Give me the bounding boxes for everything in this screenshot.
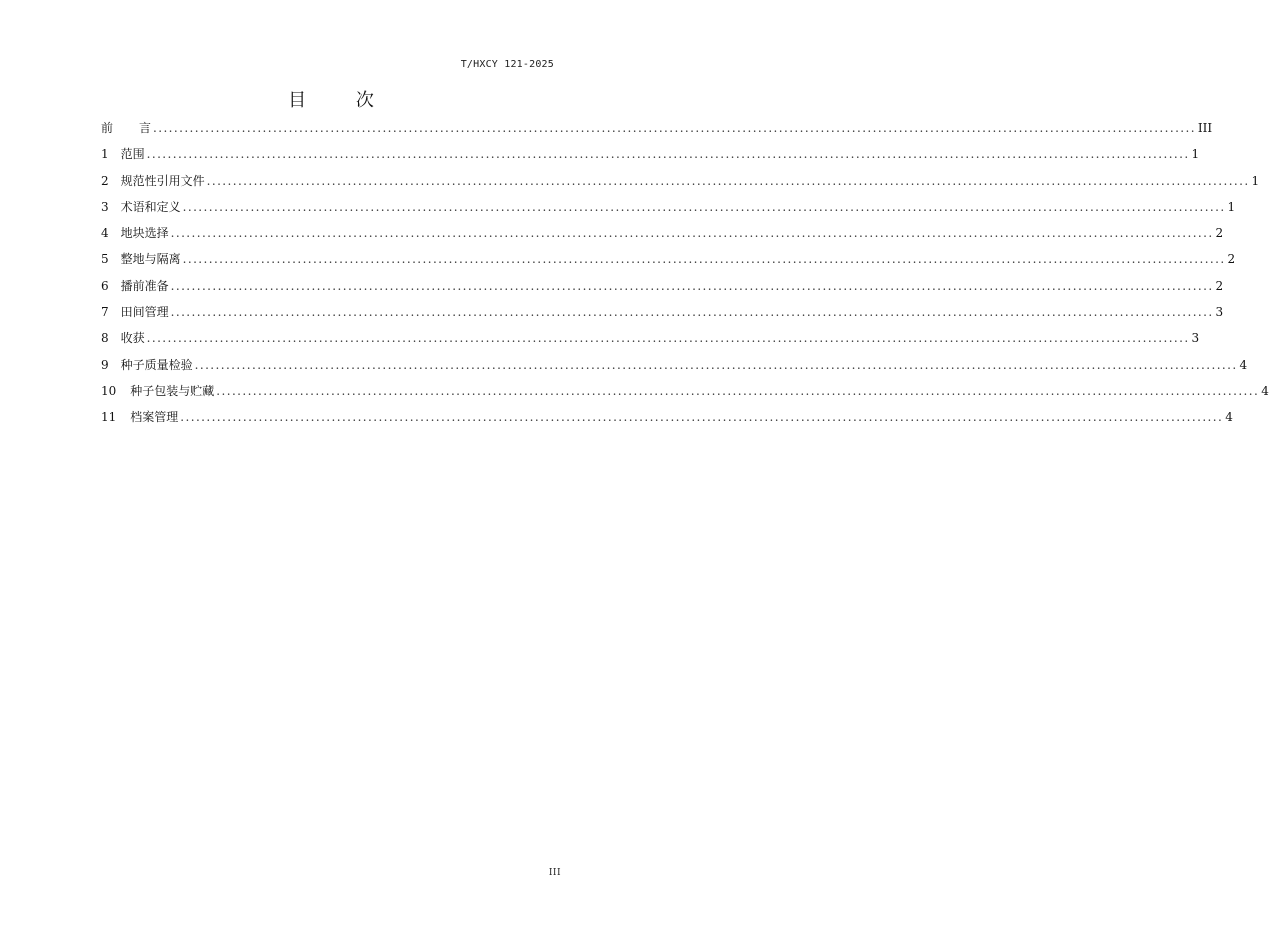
toc-entry[interactable] [101,172,1260,198]
toc-list [101,119,1269,435]
toc-entry[interactable] [101,250,1236,276]
toc-dot-leader: ........................................................................................................................................................................................................ [153,121,1196,135]
toc-entry-page: 4 [1239,357,1248,372]
toc-entry-label: 规范性引用文件 [120,173,205,188]
toc-dot-leader: ........................................................................................................................................................................................................ [146,147,1190,162]
toc-entry[interactable] [101,224,1224,250]
toc-entry-number: 5 [101,252,109,267]
toc-entry-label: 整地与隔离 [120,252,181,267]
toc-entry-number: 3 [101,199,109,214]
toc-entry-number: 11 [101,410,117,425]
toc-entry-label: 田间管理 [120,305,169,320]
toc-entry-number: 1 [101,147,109,162]
toc-entry-label: 地块选择 [120,226,169,241]
toc-entry[interactable] [101,329,1200,355]
toc-entry-page: 4 [1261,383,1269,398]
toc-dot-leader: ........................................................................................................................................................................................................ [194,357,1238,372]
toc-entry-page: 2 [1227,252,1236,267]
toc-dot-leader: ........................................................................................................................................................................................................ [216,383,1260,398]
toc-entry[interactable] [101,277,1224,303]
toc-dot-leader: ........................................................................................................................................................................................................ [182,199,1226,214]
toc-entry-label: 范围 [120,147,145,162]
toc-entry-number: 前 [101,121,114,135]
toc-entry-label: 种子质量检验 [120,357,193,372]
toc-entry-label: 收获 [120,331,145,346]
toc-entry-page: 3 [1215,305,1224,320]
toc-entry-number: 6 [101,278,109,293]
toc-entry-label: 播前准备 [120,278,169,293]
toc-entry[interactable] [101,303,1224,329]
toc-entry-number: 10 [101,383,117,398]
toc-entry-page: 2 [1215,278,1224,293]
toc-entry-page: 1 [1191,147,1200,162]
toc-entry[interactable] [101,382,1269,408]
toc-dot-leader: ........................................................................................................................................................................................................ [146,331,1190,346]
toc-dot-leader: ........................................................................................................................................................................................................ [170,226,1214,241]
document-code: T/HXCY 121-2025 [460,59,554,70]
toc-entry-label: 档案管理 [130,410,179,425]
toc-entry-page: 4 [1225,410,1233,425]
toc-entry-number: 8 [101,331,109,346]
toc-entry[interactable] [101,145,1200,171]
toc-entry-label: 术语和定义 [120,199,181,214]
page-number: III [548,868,561,878]
toc-entry-page: 3 [1191,331,1200,346]
toc-dot-leader: ........................................................................................................................................................................................................ [170,305,1214,320]
toc-entry-label: 言 [139,121,152,135]
toc-entry-page: 1 [1227,199,1236,214]
toc-entry[interactable] [101,408,1233,434]
toc-dot-leader: ........................................................................................................................................................................................................ [180,410,1224,425]
toc-entry-number: 4 [101,226,109,241]
toc-entry[interactable] [101,119,1213,145]
toc-entry-number: 2 [101,173,109,188]
toc-entry-page: III [1197,121,1213,135]
toc-dot-leader: ........................................................................................................................................................................................................ [206,173,1250,188]
toc-entry-number: 7 [101,305,109,320]
toc-dot-leader: ........................................................................................................................................................................................................ [170,278,1214,293]
toc-entry[interactable] [101,198,1236,224]
toc-entry-page: 1 [1251,173,1260,188]
toc-entry-number: 9 [101,357,109,372]
toc-dot-leader: ........................................................................................................................................................................................................ [182,252,1226,267]
toc-entry[interactable] [101,356,1248,382]
toc-entry-page: 2 [1215,226,1224,241]
toc-entry-label: 种子包装与贮藏 [130,383,215,398]
toc-title: 目 次 [288,90,396,111]
